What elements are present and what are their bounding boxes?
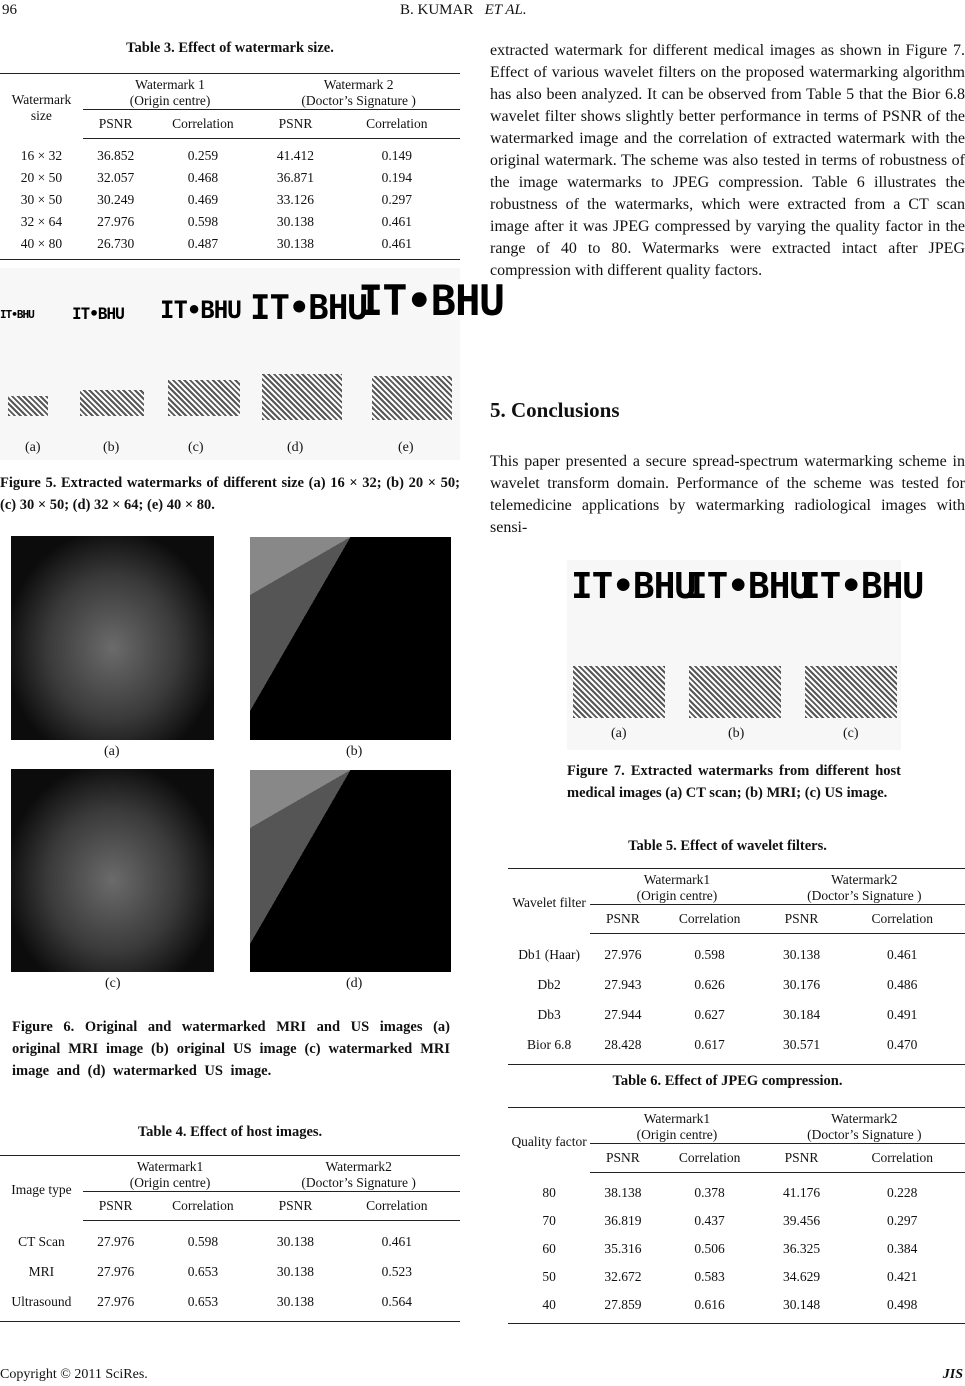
table-cell: 30.138 xyxy=(276,214,315,229)
table-cell: 0.616 xyxy=(656,1291,764,1324)
table-cell: 0.194 xyxy=(381,170,412,185)
table-cell: 0.470 xyxy=(839,1030,965,1065)
table-cell: 0.378 xyxy=(694,1185,725,1200)
fig6-label-d: (d) xyxy=(346,976,363,991)
watermark1-title: Watermark1 xyxy=(643,1111,711,1126)
watermark-ct: IT•BHU xyxy=(571,566,696,607)
table-cell: 27.976 xyxy=(97,1234,135,1249)
running-header xyxy=(400,2,527,19)
subheader: Correlation xyxy=(334,110,460,139)
signature-a xyxy=(8,396,48,416)
section-heading: 5. Conclusions xyxy=(490,398,620,422)
table-cell: 0.487 xyxy=(149,233,258,260)
subheader: PSNR xyxy=(83,110,149,139)
table-cell: 30.138 xyxy=(257,1287,333,1322)
table-row xyxy=(508,1263,965,1291)
table3-caption: Table 3. Effect of watermark size. xyxy=(126,40,334,56)
watermark2-subtitle: (Doctor’s Signature ) xyxy=(807,1127,922,1142)
watermark2-subtitle: (Doctor’s Signature ) xyxy=(807,888,922,903)
table-row xyxy=(0,1257,460,1287)
table3 xyxy=(0,73,460,260)
watermark-us: IT•BHU xyxy=(799,566,924,607)
table-cell: 0.491 xyxy=(887,1007,918,1022)
watermark2-title: Watermark 2 xyxy=(323,77,394,92)
subheader: PSNR xyxy=(590,1144,655,1173)
table-cell: 0.461 xyxy=(381,214,412,229)
table-cell: 0.598 xyxy=(694,947,725,962)
subheader: Correlation xyxy=(839,1144,965,1173)
signature-us xyxy=(805,666,897,718)
row-label: 32 × 64 xyxy=(20,214,63,229)
footer-copyright: Copyright © 2011 SciRes. xyxy=(0,1367,148,1382)
table-row xyxy=(0,211,460,233)
subheader: PSNR xyxy=(764,905,840,934)
watermark1-subtitle: (Origin centre) xyxy=(636,1127,718,1142)
table-row xyxy=(508,1235,965,1263)
table-row xyxy=(0,1221,460,1258)
subheader: PSNR xyxy=(764,1144,840,1173)
table-cell: 0.228 xyxy=(887,1185,918,1200)
table6-caption: Table 6. Effect of JPEG compression. xyxy=(612,1073,843,1089)
table-cell: 0.523 xyxy=(381,1264,412,1279)
figure6-caption: Figure 6. Original and watermarked MRI and US images (a) original MRI image (b) original US image (c) watermarked MRI image and (d) watermarked US image. xyxy=(12,1019,450,1079)
watermark-c: IT•BHU xyxy=(160,296,241,324)
column-header-table3: Watermark size xyxy=(0,74,83,139)
watermark2-title: Watermark2 xyxy=(325,1159,392,1174)
table-cell: 32.672 xyxy=(604,1269,642,1284)
watermark1-subtitle: (Origin centre) xyxy=(636,888,718,903)
column-header-table4: Image type xyxy=(0,1156,83,1221)
table-cell: 0.461 xyxy=(887,947,918,962)
signature-ct xyxy=(573,666,665,718)
page-number: 96 xyxy=(2,2,17,18)
watermark2-header xyxy=(764,869,965,905)
subheader: PSNR xyxy=(83,1192,149,1221)
row-label: Db2 xyxy=(537,977,561,992)
signature-b xyxy=(80,390,144,416)
mri-original-image xyxy=(11,536,214,740)
table4 xyxy=(0,1155,460,1322)
table-cell: 0.259 xyxy=(187,148,219,163)
subheader: PSNR xyxy=(590,905,655,934)
table-cell: 36.819 xyxy=(604,1213,642,1228)
table-cell: 27.976 xyxy=(604,947,642,962)
table-row xyxy=(508,934,965,971)
table-row xyxy=(508,970,965,1000)
table-cell: 30.138 xyxy=(257,233,333,260)
table-cell: 30.571 xyxy=(764,1030,840,1065)
watermark2-subtitle: (Doctor’s Signature ) xyxy=(301,1175,416,1190)
watermark1-title: Watermark1 xyxy=(643,872,711,887)
table-cell: 0.583 xyxy=(694,1269,725,1284)
table-cell: 27.944 xyxy=(604,1007,642,1022)
table-row xyxy=(0,1287,460,1322)
table-cell: 27.859 xyxy=(590,1291,655,1324)
row-label: 40 xyxy=(508,1291,590,1324)
table-row xyxy=(0,189,460,211)
watermark1-header xyxy=(590,1108,763,1144)
paragraph-results: extracted watermark for different medical images as shown in Figure 7. Effect of various wavelet filters on the proposed watermarking algorithm has also been analyzed. It can be observed from Table 5 that the Bior 6.8 wavelet filter shows slightly better performance in terms of PSNR of the watermarked image and the correlation of extracted watermark with the original watermark. The scheme was also tested in terms of robustness of the image watermarks to JPEG compression. Table 6 illustrates the robustness of the watermarks, which were extracted from a CT scan image after it was JPEG compressed by varying the quality factor in the range of 40 to 80. Watermarks were extracted intact after JPEG compression with different quality factors. xyxy=(490,42,965,279)
watermark-a: IT•BHU xyxy=(0,308,34,321)
table4-caption: Table 4. Effect of host images. xyxy=(137,1124,323,1140)
watermark2-header xyxy=(257,1156,460,1192)
row-label: Db3 xyxy=(537,1007,561,1022)
row-label: 20 × 50 xyxy=(20,170,63,185)
table-cell: 27.976 xyxy=(97,1264,135,1279)
table-cell: 33.126 xyxy=(276,192,315,207)
footer-journal: JIS xyxy=(942,1367,963,1382)
figure5-caption: Figure 5. Extracted watermarks of different size (a) 16 × 32; (b) 20 × 50; (c) 30 × 50; (d) 32 × 64; (e) 40 × 80. xyxy=(0,475,460,513)
row-label: 60 xyxy=(542,1241,556,1256)
table-cell: 32.057 xyxy=(97,170,135,185)
signature-e xyxy=(372,376,452,420)
signature-c xyxy=(168,380,240,416)
figure5 xyxy=(0,268,504,460)
us-original-image xyxy=(250,537,451,740)
label-c: (c) xyxy=(188,440,204,455)
signature-mri xyxy=(689,666,781,718)
label-e: (e) xyxy=(398,440,414,455)
table-cell: 36.852 xyxy=(97,148,135,163)
table-cell: 30.148 xyxy=(764,1291,840,1324)
table-row xyxy=(0,233,460,260)
subheader: Correlation xyxy=(839,905,965,934)
fig6-label-a: (a) xyxy=(104,744,120,759)
table-cell: 27.976 xyxy=(97,214,135,229)
figure7-caption: Figure 7. Extracted watermarks from different host medical images (a) CT scan; (b) MRI; (c) US image. xyxy=(567,763,901,801)
figure7 xyxy=(567,560,924,750)
fig6-label-c: (c) xyxy=(105,976,121,991)
watermark1-subtitle: (Origin centre) xyxy=(129,93,211,108)
watermark-mri: IT•BHU xyxy=(686,566,811,607)
table-cell: 30.138 xyxy=(782,947,821,962)
watermark2-title: Watermark2 xyxy=(831,872,898,887)
table-cell: 0.468 xyxy=(187,170,219,185)
watermark1-header xyxy=(590,869,763,905)
watermark1-title: Watermark 1 xyxy=(135,77,205,92)
watermark2-subtitle: (Doctor’s Signature ) xyxy=(301,93,416,108)
table-cell: 0.498 xyxy=(839,1291,965,1324)
table-cell: 26.730 xyxy=(83,233,149,260)
table-cell: 0.461 xyxy=(381,1234,412,1249)
table-row xyxy=(508,1291,965,1324)
table-cell: 0.617 xyxy=(656,1030,764,1065)
table-cell: 0.626 xyxy=(694,977,725,992)
table-row xyxy=(508,1173,965,1208)
column-header-table5: Wavelet filter xyxy=(508,869,590,934)
table-cell: 0.149 xyxy=(381,148,412,163)
fig7-label-b: (b) xyxy=(728,726,745,741)
subheader: Correlation xyxy=(656,905,764,934)
table-cell: 28.428 xyxy=(590,1030,655,1065)
subheader: Correlation xyxy=(149,1192,258,1221)
table-cell: 0.506 xyxy=(694,1241,725,1256)
footer xyxy=(0,1367,965,1383)
watermark2-header xyxy=(257,74,460,110)
row-label: Bior 6.8 xyxy=(508,1030,590,1065)
table-cell: 0.297 xyxy=(887,1213,918,1228)
table-cell: 27.976 xyxy=(83,1287,149,1322)
watermark-b: IT•BHU xyxy=(72,304,124,323)
label-d: (d) xyxy=(287,440,304,455)
table-cell: 0.486 xyxy=(887,977,918,992)
watermark1-title: Watermark1 xyxy=(136,1159,204,1174)
table-row xyxy=(0,139,460,168)
fig7-label-a: (a) xyxy=(611,726,627,741)
subheader: Correlation xyxy=(656,1144,764,1173)
subheader: PSNR xyxy=(257,110,333,139)
row-label: 50 xyxy=(542,1269,556,1284)
table-cell: 36.325 xyxy=(782,1241,821,1256)
table-cell: 0.297 xyxy=(381,192,412,207)
row-label: 16 × 32 xyxy=(20,147,63,163)
subheader: Correlation xyxy=(334,1192,460,1221)
table-cell: 0.437 xyxy=(694,1213,725,1228)
table-cell: 34.629 xyxy=(782,1269,821,1284)
watermark1-subtitle: (Origin centre) xyxy=(129,1175,211,1190)
mri-watermarked-image xyxy=(11,769,214,972)
table-cell: 30.138 xyxy=(276,1264,315,1279)
table-cell: 39.456 xyxy=(782,1213,821,1228)
fig6-label-b: (b) xyxy=(346,744,363,759)
row-label: MRI xyxy=(28,1264,55,1279)
watermark-e: IT•BHU xyxy=(358,276,504,325)
row-label: Db1 (Haar) xyxy=(518,946,581,962)
subheader: Correlation xyxy=(149,110,258,139)
table-cell: 0.469 xyxy=(187,192,219,207)
table-cell: 30.138 xyxy=(276,1234,315,1249)
header-authors: B. KUMAR xyxy=(400,2,474,18)
table-cell: 0.421 xyxy=(887,1269,918,1284)
table-row xyxy=(508,1030,965,1065)
row-label: 80 xyxy=(542,1184,556,1200)
table-row xyxy=(508,1000,965,1030)
table-row xyxy=(0,167,460,189)
row-label: 30 × 50 xyxy=(20,192,63,207)
table-cell: 0.653 xyxy=(149,1287,258,1322)
table-cell: 27.943 xyxy=(604,977,642,992)
row-label: CT Scan xyxy=(18,1233,65,1249)
table-cell: 30.176 xyxy=(782,977,821,992)
label-a: (a) xyxy=(25,440,41,455)
table5-caption: Table 5. Effect of wavelet filters. xyxy=(628,838,827,854)
table-cell: 38.138 xyxy=(604,1185,642,1200)
watermark2-title: Watermark2 xyxy=(831,1111,898,1126)
table-cell: 0.564 xyxy=(334,1287,460,1322)
table5 xyxy=(508,868,965,1065)
watermark-d: IT•BHU xyxy=(250,288,367,328)
header-et-al: ET AL. xyxy=(484,2,527,18)
subheader: PSNR xyxy=(257,1192,333,1221)
table-cell: 30.249 xyxy=(97,192,135,207)
table-row xyxy=(508,1207,965,1235)
table-cell: 0.627 xyxy=(694,1007,725,1022)
row-label: Ultrasound xyxy=(0,1287,83,1322)
table-cell: 0.653 xyxy=(187,1264,219,1279)
row-label: 40 × 80 xyxy=(0,233,83,260)
us-watermarked-image xyxy=(250,770,451,972)
label-b: (b) xyxy=(103,440,120,455)
table-cell: 0.384 xyxy=(887,1241,918,1256)
table-cell: 30.184 xyxy=(782,1007,821,1022)
watermark1-header xyxy=(83,74,258,110)
table-cell: 0.598 xyxy=(187,1234,219,1249)
row-label: 70 xyxy=(542,1213,556,1228)
table-cell: 36.871 xyxy=(276,170,315,185)
table-cell: 41.412 xyxy=(276,148,315,163)
fig7-label-c: (c) xyxy=(843,726,859,741)
signature-d xyxy=(262,374,342,420)
watermark2-header xyxy=(764,1108,965,1144)
column-header-table6: Quality factor xyxy=(508,1108,590,1173)
paragraph-conclusions: This paper presented a secure spread-spectrum watermarking scheme in wavelet transform domain. Performance of the scheme was tested for telemedicine applications by watermarking radiological images with sensi- xyxy=(490,453,965,536)
table-cell: 0.598 xyxy=(187,214,219,229)
table-cell: 0.461 xyxy=(334,233,460,260)
watermark1-header xyxy=(83,1156,258,1192)
table6 xyxy=(508,1107,965,1324)
table-cell: 41.176 xyxy=(782,1185,821,1200)
table-cell: 35.316 xyxy=(604,1241,642,1256)
